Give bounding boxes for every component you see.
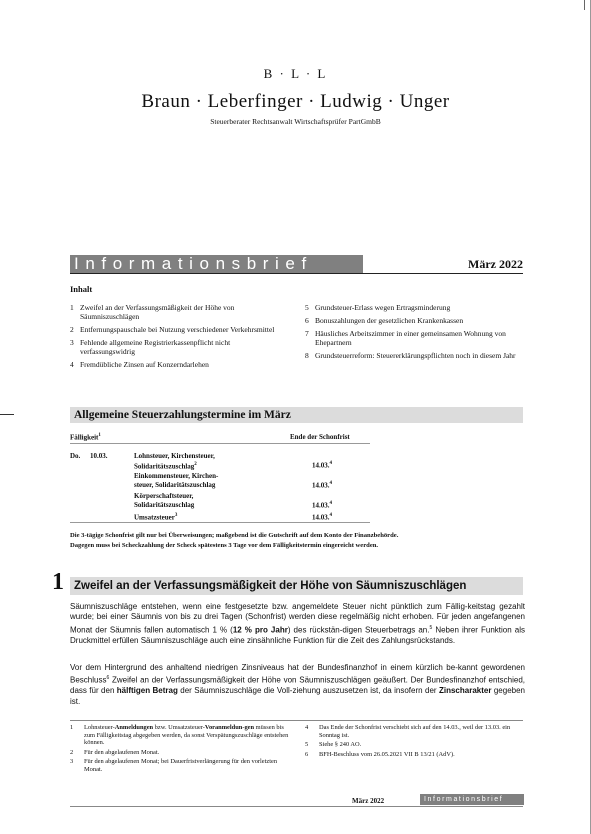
contents-heading: Inhalt bbox=[70, 284, 93, 294]
grace-end-date: 14.03.$^4$ bbox=[312, 513, 332, 522]
footnote: 6 BFH-Beschluss vom 26.05.2021 VII B 13/21 (AdV). bbox=[305, 750, 455, 758]
footnotes-left bbox=[70, 724, 290, 776]
footer-date: März 2022 bbox=[352, 797, 385, 805]
table-rule bbox=[70, 522, 370, 523]
contents-item[interactable]: 1 Zweifel an der Verfassungsmäßigkeit der Höhe von Säumniszuschlägen bbox=[70, 303, 235, 321]
footnote-rule bbox=[70, 720, 523, 721]
firm-monogram: B · L · L bbox=[263, 66, 328, 81]
article-paragraph: Vor dem Hintergrund des anhaltend niedrigen Zinsniveaus hat der Bundesfinanzhof in einem kürzlich be-kannt gewordenen Beschluss$^6$ Zweifel an der Verfassungsmäßigkeit der Höhe von Säumniszuschlägen geäußert. Der Bundesfinanzhof entschied, dass für den hälftigen Betrag der Säumniszuschläge die Voll-ziehung auszusetzen ist, da insofern der Zinscharakter gegeben ist. bbox=[70, 663, 525, 706]
newsletter-date: März 2022 bbox=[468, 257, 523, 271]
footnotes-right bbox=[305, 724, 525, 760]
footer-brand: Informationsbrief bbox=[424, 796, 504, 803]
page-corner-mark bbox=[584, 0, 585, 10]
article-paragraph: Säumniszuschläge entstehen, wenn eine festgesetzte bzw. angemeldete Steuer nicht pünktlich zum Fällig-keitstag gezahlt wurde; bei einer Säumnis von bis zu drei Tagen (Schonfrist) werden diese regelmäßig nicht erhoben. Für jeden angefangenen Monat der Säumnis fallen automatisch 1 % (12 % pro Jahr) des rückstän-digen Steuerbetrags an.$^5$ Neben ihrer Funktion als Druckmittel erfüllen Säumniszuschläge auch eine zinsähnliche Funktion für die Zeit des Zahlungsrückstands. bbox=[70, 602, 525, 645]
footnote: 2 Für den abgelaufenen Monat. bbox=[70, 748, 160, 756]
table-row: Umsatzsteuer$^3$ bbox=[134, 513, 178, 522]
footnote: 4 Das Ende der Schonfrist verschiebt sich auf den 14.03., weil der 13.03. ein Sonntag ist. bbox=[305, 724, 511, 739]
footnote: 3 Für den abgelaufenen Monat; bei Dauerfristverlängerung für den vorletzten Monat. bbox=[70, 758, 278, 773]
due-day: Do. bbox=[70, 452, 81, 460]
contents-item[interactable]: 5 Grundsteuer-Erlass wegen Ertragsminderung bbox=[305, 303, 451, 312]
payment-dates-title: Allgemeine Steuerzahlungstermine im März bbox=[74, 409, 291, 421]
contents-list-left bbox=[70, 303, 285, 373]
table-row: Lohnsteuer, Kirchensteuer, Solidaritätszuschlag$^2$ bbox=[134, 452, 215, 470]
grace-period-column-header: Ende der Schonfrist bbox=[290, 433, 350, 441]
article-number: 1 bbox=[52, 569, 64, 595]
contents-item[interactable]: 4 Fremdübliche Zinsen auf Konzerndarlehen bbox=[70, 360, 209, 369]
banner-rule bbox=[70, 273, 523, 274]
grace-end-date: 14.03.$^4$ bbox=[312, 481, 332, 490]
contents-list-right bbox=[305, 303, 523, 364]
article-title: Zweifel an der Verfassungsmäßigkeit der Höhe von Säumniszuschlägen bbox=[74, 580, 467, 592]
footnote: 5 Siehe § 240 AO. bbox=[305, 741, 362, 749]
contents-item[interactable]: 8 Grundsteuerreform: Steuererklärungspflichten noch in diesem Jahr bbox=[305, 351, 516, 360]
table-rule bbox=[70, 443, 370, 444]
contents-item[interactable]: 2 Entfernungspauschale bei Nutzung verschiedener Verkehrsmittel bbox=[70, 325, 275, 334]
contents-item[interactable]: 3 Fehlende allgemeine Registrierkassenpflicht nicht verfassungswidrig bbox=[70, 338, 231, 356]
footnote: 1 Lohnsteuer-Anmeldungen bzw. Umsatzsteuer-Voranmeldun-gen müssen bis zum Fälligkeitstag abgegeben werden, da sonst Verspätungszuschläge entstehen können. bbox=[70, 724, 289, 747]
grace-period-note: Die 3-tägige Schonfrist gilt nur bei Überweisungen; maßgebend ist die Gutschrift auf dem Konto der Finanzbehörde. Dagegen muss bei Scheckzahlung der Scheck spätestens 3 Tage vor dem Fälligkeitstermin eingereicht werden. bbox=[70, 532, 399, 549]
firm-name: Braun · Leberfinger · Ludwig · Unger bbox=[141, 91, 450, 112]
due-date-column-header: Fälligkeit$^1$ bbox=[70, 433, 101, 442]
newsletter-title: Informationsbrief bbox=[74, 254, 313, 273]
grace-end-date: 14.03.$^4$ bbox=[312, 461, 332, 470]
table-row: Einkommensteuer, Kirchen- steuer, Solidaritätszuschlag bbox=[134, 472, 219, 489]
grace-end-date: 14.03.$^4$ bbox=[312, 501, 332, 510]
footer-rule bbox=[70, 806, 523, 807]
contents-item[interactable]: 7 Häusliches Arbeitszimmer in einer gemeinsamen Wohnung von Ehepartnern bbox=[305, 329, 506, 347]
contents-item[interactable]: 6 Bonuszahlungen der gesetzlichen Krankenkassen bbox=[305, 316, 464, 325]
page-edge-mark bbox=[0, 414, 14, 415]
table-row: Körperschaftsteuer, Solidaritätszuschlag bbox=[134, 492, 195, 509]
firm-subtitle: Steuerberater Rechtsanwalt Wirtschaftsprüfer PartGmbB bbox=[210, 117, 381, 126]
due-date: 10.03. bbox=[90, 452, 108, 460]
